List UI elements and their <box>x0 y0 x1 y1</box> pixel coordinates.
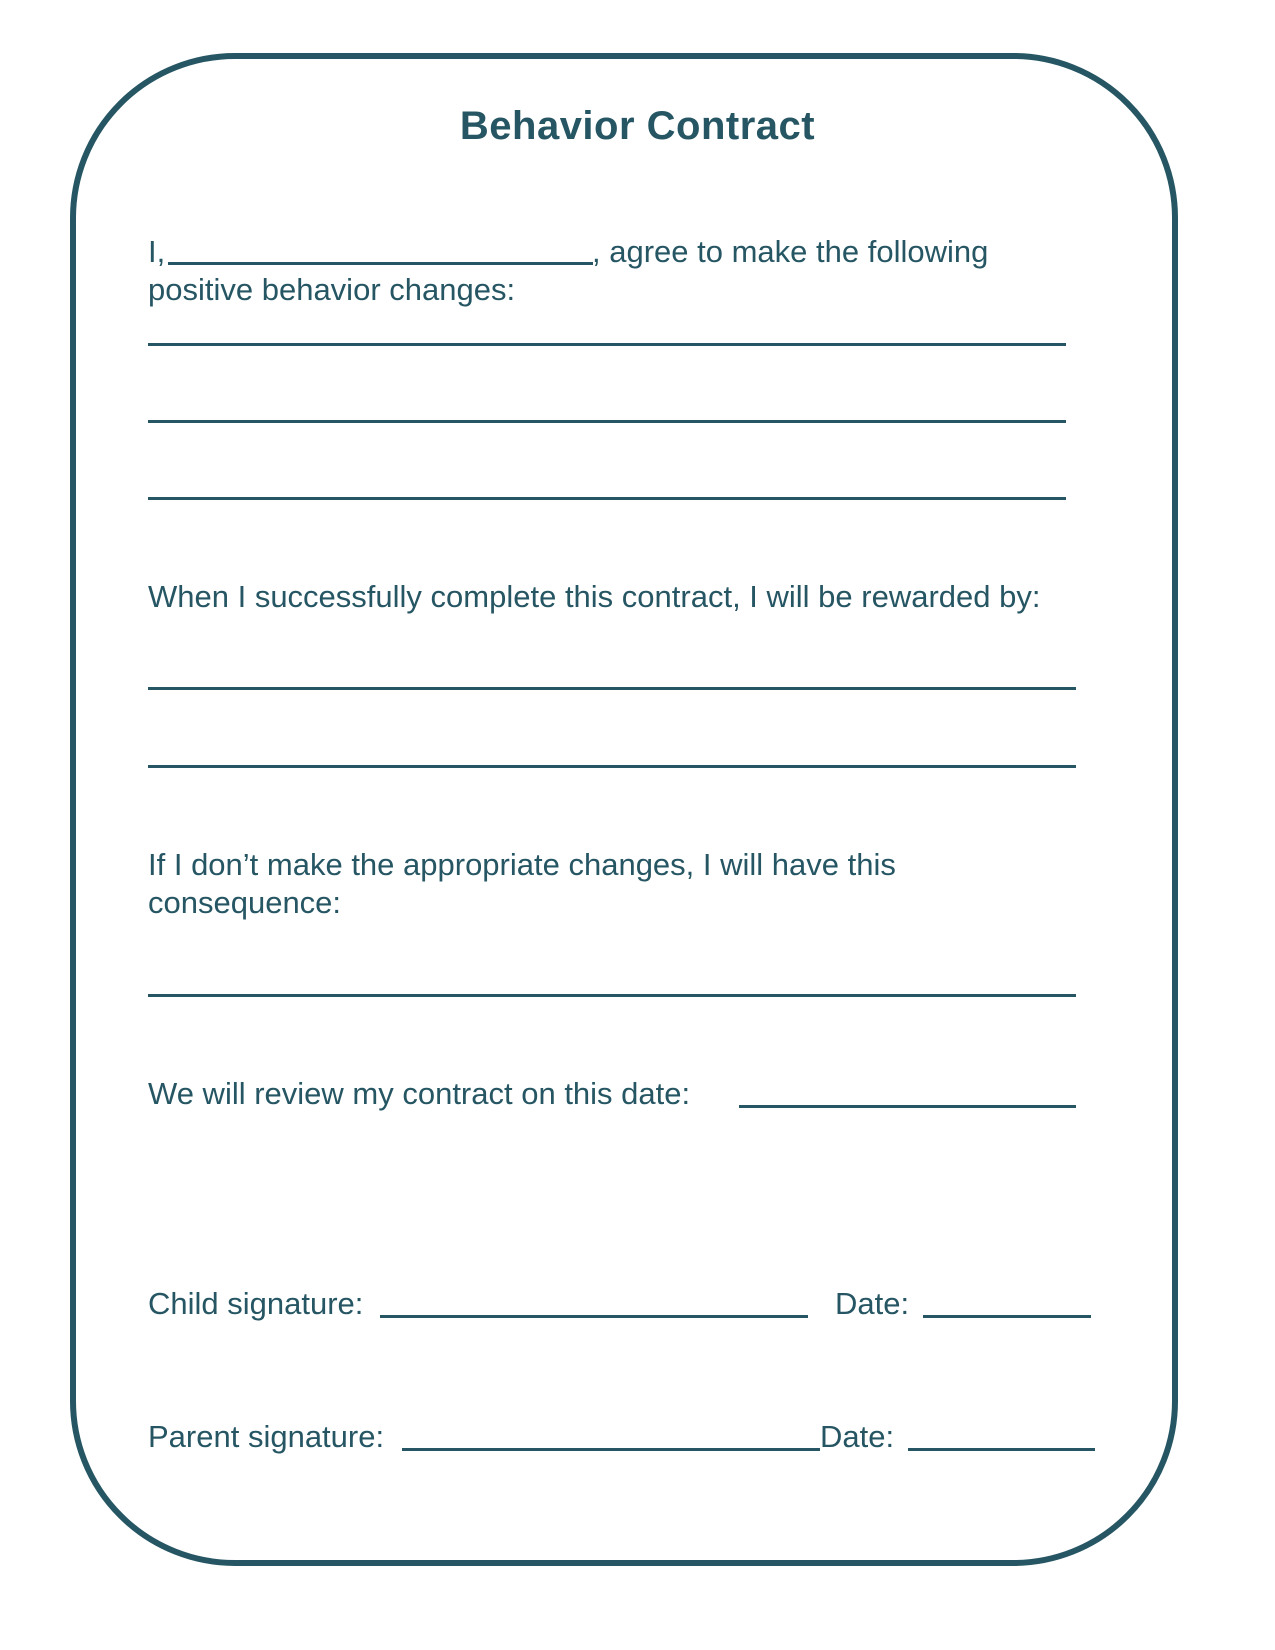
behavior-change-line-2[interactable] <box>148 420 1066 423</box>
review-prompt: We will review my contract on this date: <box>148 1076 691 1111</box>
child-date-label: Date: <box>835 1286 910 1321</box>
child-date-line[interactable] <box>923 1315 1091 1318</box>
child-signature-line[interactable] <box>380 1315 808 1318</box>
child-signature-label: Child signature: <box>148 1286 364 1321</box>
intro-suffix: , agree to make the following <box>592 234 989 269</box>
review-date-line[interactable] <box>739 1105 1076 1108</box>
consequence-line[interactable] <box>148 994 1076 997</box>
consequence-prompt-line-1: If I don’t make the appropriate changes, I will have this <box>148 847 896 882</box>
parent-signature-line[interactable] <box>402 1448 820 1451</box>
name-field-line[interactable] <box>168 262 593 265</box>
document-title: Behavior Contract <box>459 104 816 148</box>
reward-line-1[interactable] <box>148 687 1076 690</box>
parent-date-line[interactable] <box>908 1448 1095 1451</box>
parent-signature-label: Parent signature: <box>148 1419 385 1454</box>
behavior-change-line-1[interactable] <box>148 343 1066 346</box>
consequence-prompt-line-2: consequence: <box>148 885 342 920</box>
reward-prompt: When I successfully complete this contract, I will be rewarded by: <box>148 579 1041 614</box>
intro-line-2: positive behavior changes: <box>148 272 516 307</box>
reward-line-2[interactable] <box>148 765 1076 768</box>
intro-prefix: I, <box>148 234 166 269</box>
parent-date-label: Date: <box>820 1419 895 1454</box>
behavior-change-line-3[interactable] <box>148 497 1066 500</box>
